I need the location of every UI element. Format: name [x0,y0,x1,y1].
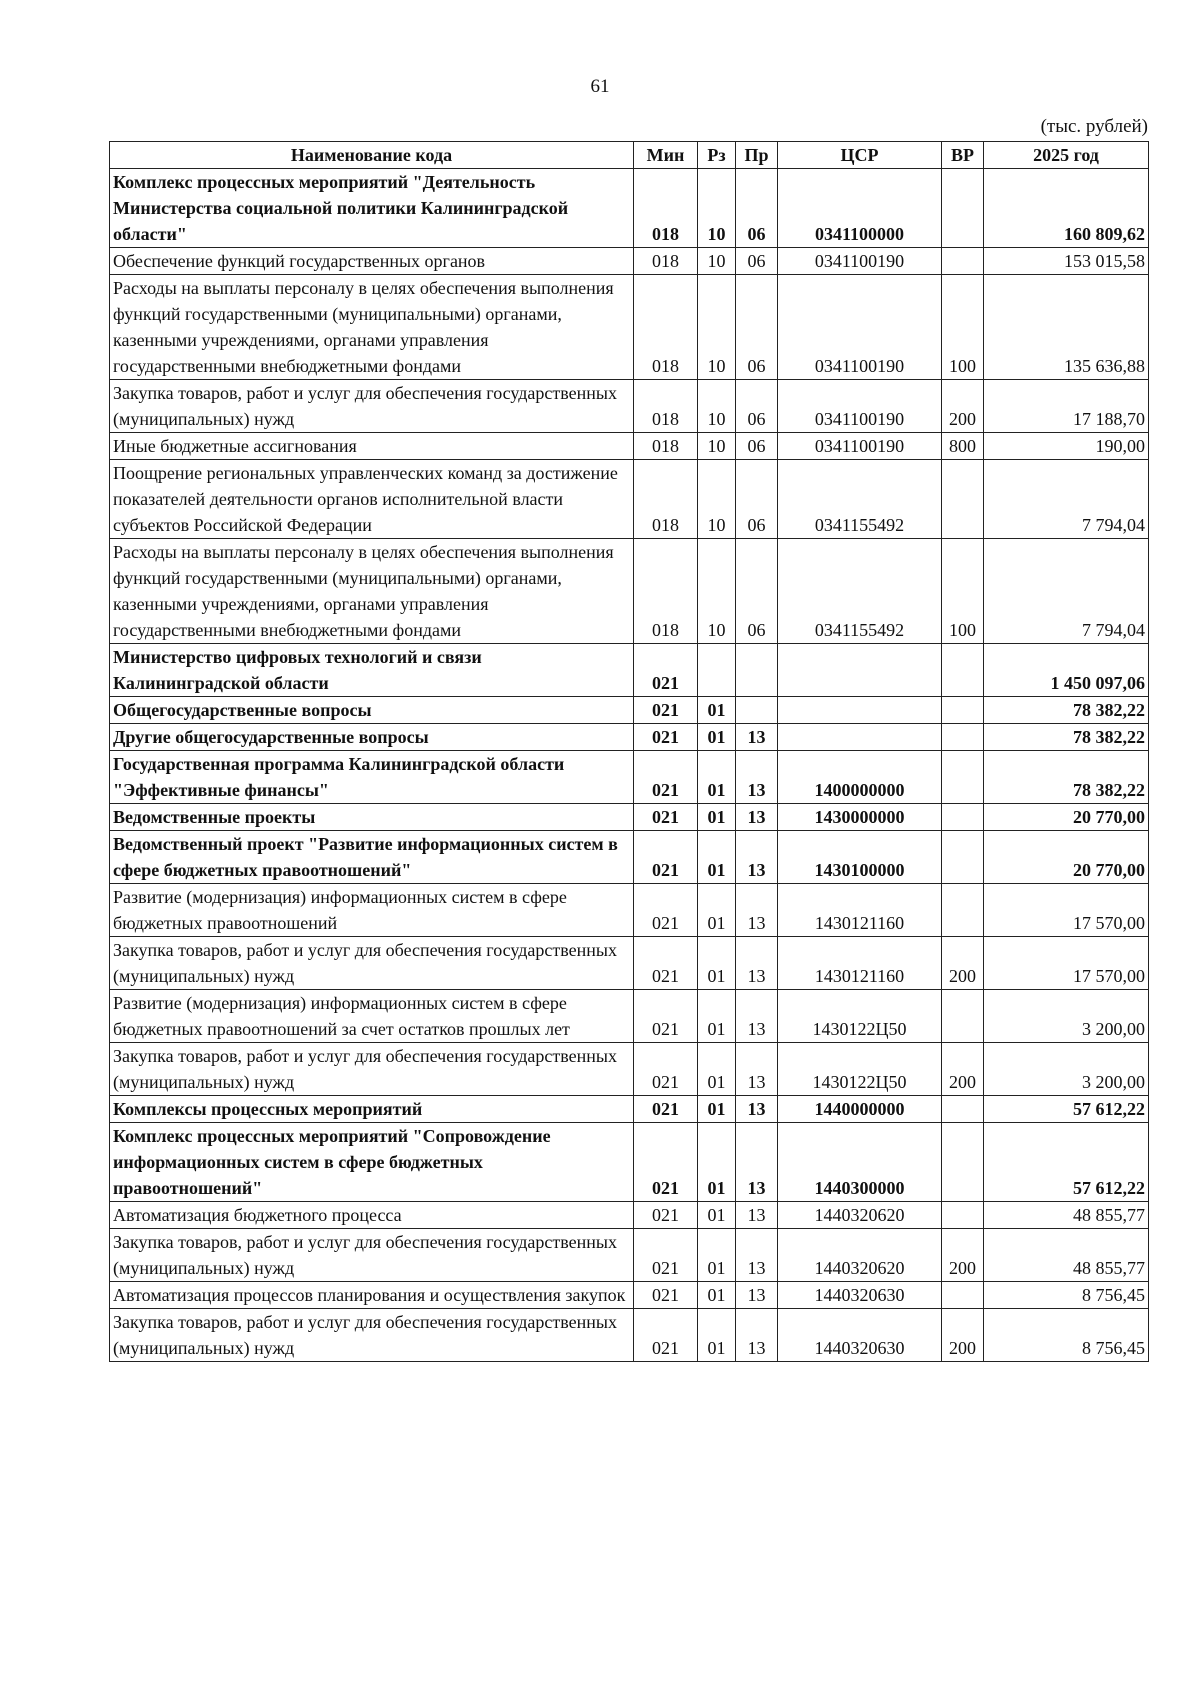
table-row [110,433,1149,460]
cell-name: Иные бюджетные ассигнования [110,433,634,460]
cell-min: 021 [634,831,698,884]
cell-amount: 20 770,00 [984,804,1149,831]
cell-amount: 7 794,04 [984,460,1149,539]
cell-csr [778,724,942,751]
table-row [110,539,1149,644]
cell-pr: 13 [736,1123,778,1202]
cell-pr: 13 [736,724,778,751]
cell-vr [942,248,984,275]
cell-csr: 1430100000 [778,831,942,884]
cell-rz: 01 [698,1096,736,1123]
cell-vr [942,1096,984,1123]
cell-csr: 0341100190 [778,433,942,460]
cell-rz: 01 [698,751,736,804]
cell-rz: 01 [698,804,736,831]
header-min: Мин [634,142,698,169]
cell-vr: 200 [942,380,984,433]
header-csr: ЦСР [778,142,942,169]
page-number: 61 [590,76,610,97]
cell-name: Комплекс процессных мероприятий "Сопровождение информационных систем в сфере бюджетных правоотношений" [110,1123,634,1202]
cell-min: 021 [634,697,698,724]
cell-rz: 01 [698,1309,736,1362]
cell-rz: 10 [698,380,736,433]
cell-rz [698,644,736,697]
cell-min: 018 [634,539,698,644]
table-row [110,724,1149,751]
cell-name: Министерство цифровых технологий и связи Калининградской области [110,644,634,697]
table-row [110,990,1149,1043]
cell-csr [778,644,942,697]
table-header-row [110,142,1149,169]
cell-min: 021 [634,1202,698,1229]
table-row [110,1309,1149,1362]
table-row [110,697,1149,724]
cell-name: Закупка товаров, работ и услуг для обеспечения государственных (муниципальных) нужд [110,1043,634,1096]
cell-name: Закупка товаров, работ и услуг для обеспечения государственных (муниципальных) нужд [110,937,634,990]
cell-name: Развитие (модернизация) информационных систем в сфере бюджетных правоотношений [110,884,634,937]
cell-pr: 06 [736,380,778,433]
cell-name: Комплекс процессных мероприятий "Деятельность Министерства социальной политики Калининградской области" [110,169,634,248]
cell-vr [942,831,984,884]
cell-name: Общегосударственные вопросы [110,697,634,724]
cell-pr: 13 [736,884,778,937]
cell-rz: 01 [698,937,736,990]
table-row [110,1043,1149,1096]
cell-amount: 57 612,22 [984,1096,1149,1123]
cell-amount: 1 450 097,06 [984,644,1149,697]
cell-rz: 01 [698,831,736,884]
cell-csr: 0341100190 [778,380,942,433]
table-row [110,1282,1149,1309]
cell-vr [942,751,984,804]
cell-min: 021 [634,1043,698,1096]
cell-min: 018 [634,433,698,460]
cell-min: 021 [634,884,698,937]
cell-rz: 10 [698,169,736,248]
cell-amount: 8 756,45 [984,1309,1149,1362]
cell-vr [942,724,984,751]
cell-amount: 135 636,88 [984,275,1149,380]
cell-pr: 06 [736,433,778,460]
cell-csr: 0341100190 [778,248,942,275]
cell-amount: 48 855,77 [984,1229,1149,1282]
cell-rz: 01 [698,1202,736,1229]
table-row [110,380,1149,433]
cell-name: Закупка товаров, работ и услуг для обеспечения государственных (муниципальных) нужд [110,1229,634,1282]
cell-vr [942,804,984,831]
table-row [110,831,1149,884]
cell-pr: 06 [736,169,778,248]
cell-min: 021 [634,804,698,831]
cell-name: Комплексы процессных мероприятий [110,1096,634,1123]
header-year: 2025 год [984,142,1149,169]
cell-vr [942,884,984,937]
cell-vr [942,697,984,724]
cell-amount: 3 200,00 [984,1043,1149,1096]
table-row [110,460,1149,539]
cell-rz: 01 [698,1229,736,1282]
cell-name: Закупка товаров, работ и услуг для обеспечения государственных (муниципальных) нужд [110,380,634,433]
cell-name: Ведомственный проект "Развитие информационных систем в сфере бюджетных правоотношений" [110,831,634,884]
cell-rz: 01 [698,884,736,937]
cell-pr: 13 [736,1043,778,1096]
cell-pr: 13 [736,1282,778,1309]
cell-min: 018 [634,169,698,248]
cell-min: 018 [634,275,698,380]
cell-amount: 48 855,77 [984,1202,1149,1229]
header-name: Наименование кода [110,142,634,169]
cell-min: 021 [634,1096,698,1123]
cell-name: Закупка товаров, работ и услуг для обеспечения государственных (муниципальных) нужд [110,1309,634,1362]
cell-min: 021 [634,1309,698,1362]
cell-vr [942,990,984,1043]
cell-csr: 0341100190 [778,275,942,380]
cell-csr: 1430000000 [778,804,942,831]
cell-name: Государственная программа Калининградской области "Эффективные финансы" [110,751,634,804]
cell-rz: 01 [698,697,736,724]
cell-amount: 190,00 [984,433,1149,460]
table-row [110,884,1149,937]
cell-csr: 0341155492 [778,539,942,644]
cell-pr: 06 [736,539,778,644]
cell-amount: 20 770,00 [984,831,1149,884]
cell-rz: 10 [698,539,736,644]
cell-amount: 8 756,45 [984,1282,1149,1309]
cell-name: Поощрение региональных управленческих команд за достижение показателей деятельности органов исполнительной власти субъектов Российской Федерации [110,460,634,539]
cell-amount: 153 015,58 [984,248,1149,275]
cell-pr: 13 [736,1309,778,1362]
cell-csr: 1430122Ц50 [778,990,942,1043]
cell-name: Автоматизация процессов планирования и осуществления закупок [110,1282,634,1309]
cell-vr [942,169,984,248]
cell-name: Развитие (модернизация) информационных систем в сфере бюджетных правоотношений за счет остатков прошлых лет [110,990,634,1043]
cell-rz: 10 [698,460,736,539]
header-pr: Пр [736,142,778,169]
cell-rz: 01 [698,1043,736,1096]
cell-csr: 1440320620 [778,1229,942,1282]
table-row [110,1096,1149,1123]
cell-csr: 1430121160 [778,884,942,937]
table-row [110,248,1149,275]
cell-name: Расходы на выплаты персоналу в целях обеспечения выполнения функций государственными (муниципальными) органами, казенными учреждениями, органами управления государственными внебюджетными фондами [110,539,634,644]
table-row [110,644,1149,697]
table-row [110,1123,1149,1202]
table-row [110,804,1149,831]
cell-rz: 10 [698,433,736,460]
cell-amount: 78 382,22 [984,697,1149,724]
cell-min: 021 [634,751,698,804]
cell-min: 021 [634,937,698,990]
cell-vr: 100 [942,539,984,644]
cell-csr: 1440000000 [778,1096,942,1123]
cell-pr: 13 [736,1202,778,1229]
cell-csr: 0341155492 [778,460,942,539]
cell-amount: 17 570,00 [984,884,1149,937]
cell-vr [942,1123,984,1202]
cell-rz: 10 [698,275,736,380]
cell-name: Ведомственные проекты [110,804,634,831]
cell-pr: 13 [736,1229,778,1282]
table-row [110,169,1149,248]
cell-csr: 1400000000 [778,751,942,804]
cell-name: Обеспечение функций государственных органов [110,248,634,275]
cell-rz: 01 [698,990,736,1043]
table-row [110,275,1149,380]
cell-min: 018 [634,460,698,539]
cell-name: Другие общегосударственные вопросы [110,724,634,751]
cell-min: 021 [634,1123,698,1202]
cell-vr: 200 [942,937,984,990]
cell-amount: 3 200,00 [984,990,1149,1043]
cell-amount: 7 794,04 [984,539,1149,644]
cell-pr: 13 [736,937,778,990]
cell-amount: 17 188,70 [984,380,1149,433]
cell-min: 021 [634,1229,698,1282]
table-row [110,937,1149,990]
cell-pr: 13 [736,831,778,884]
cell-csr: 0341100000 [778,169,942,248]
cell-name: Расходы на выплаты персоналу в целях обеспечения выполнения функций государственными (муниципальными) органами, казенными учреждениями, органами управления государственными внебюджетными фондами [110,275,634,380]
cell-vr: 200 [942,1229,984,1282]
cell-rz: 01 [698,1282,736,1309]
cell-pr: 13 [736,804,778,831]
cell-min: 018 [634,248,698,275]
cell-pr [736,644,778,697]
cell-csr: 1440300000 [778,1123,942,1202]
cell-csr: 1440320630 [778,1282,942,1309]
cell-pr: 06 [736,460,778,539]
cell-csr: 1440320620 [778,1202,942,1229]
cell-pr [736,697,778,724]
cell-amount: 17 570,00 [984,937,1149,990]
budget-table [109,141,1149,1362]
cell-min: 021 [634,990,698,1043]
cell-min: 021 [634,724,698,751]
cell-min: 021 [634,644,698,697]
header-vr: ВР [942,142,984,169]
header-rz: Рз [698,142,736,169]
cell-amount: 78 382,22 [984,751,1149,804]
cell-pr: 06 [736,275,778,380]
cell-csr: 1430122Ц50 [778,1043,942,1096]
units-label: (тыс. рублей) [1040,116,1148,137]
cell-vr: 100 [942,275,984,380]
table-row [110,1229,1149,1282]
cell-vr: 800 [942,433,984,460]
cell-csr [778,697,942,724]
cell-amount: 160 809,62 [984,169,1149,248]
cell-vr: 200 [942,1309,984,1362]
cell-rz: 01 [698,1123,736,1202]
table-body [110,169,1149,1362]
cell-vr [942,644,984,697]
table-row [110,751,1149,804]
cell-name: Автоматизация бюджетного процесса [110,1202,634,1229]
cell-csr: 1440320630 [778,1309,942,1362]
cell-csr: 1430121160 [778,937,942,990]
cell-amount: 57 612,22 [984,1123,1149,1202]
cell-vr [942,1282,984,1309]
cell-amount: 78 382,22 [984,724,1149,751]
cell-pr: 13 [736,990,778,1043]
cell-rz: 10 [698,248,736,275]
cell-vr [942,460,984,539]
cell-min: 021 [634,1282,698,1309]
cell-pr: 13 [736,751,778,804]
table-row [110,1202,1149,1229]
cell-min: 018 [634,380,698,433]
cell-vr [942,1202,984,1229]
cell-pr: 06 [736,248,778,275]
cell-rz: 01 [698,724,736,751]
cell-vr: 200 [942,1043,984,1096]
cell-pr: 13 [736,1096,778,1123]
